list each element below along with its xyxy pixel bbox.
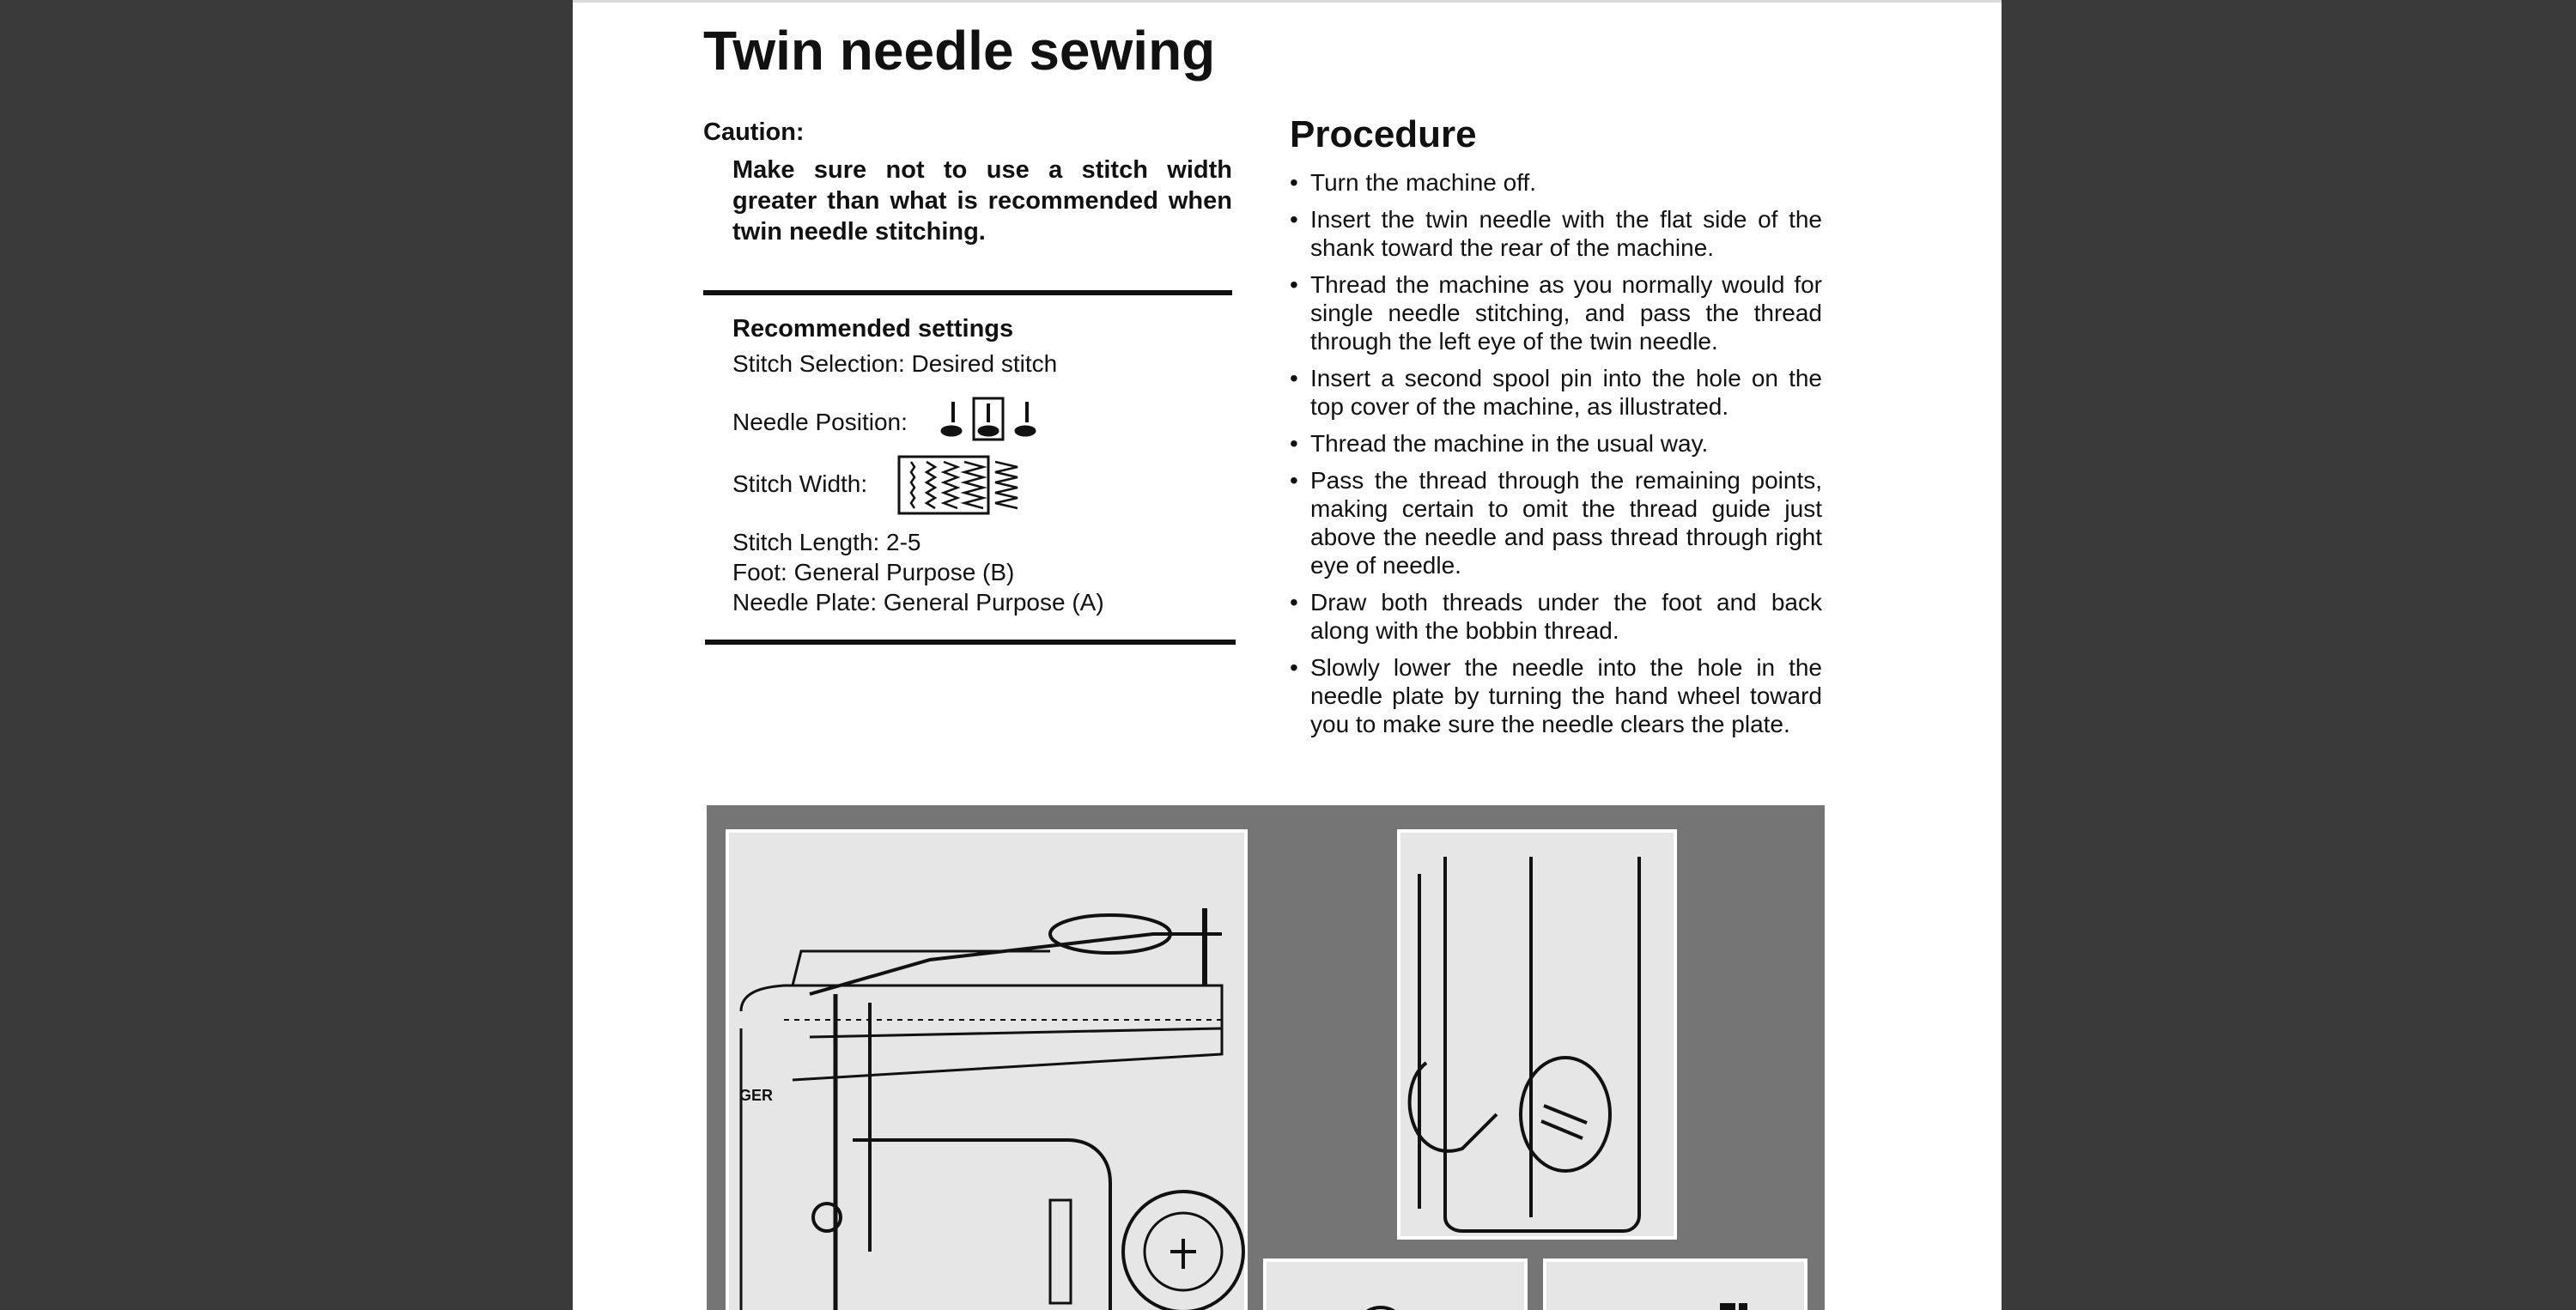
procedure-heading: Procedure <box>1290 113 1477 155</box>
settings-top-rule <box>703 290 1232 295</box>
procedure-step: • Thread the machine as you normally would for single needle stitching, and pass the thread through the left eye of the twin needle. <box>1290 270 1822 355</box>
procedure-step: • Thread the machine in the usual way. <box>1290 429 1822 458</box>
caution-text: Make sure not to use a stitch width greater than what is recommended when twin needle stitching. <box>732 156 1232 246</box>
machine-view-inset <box>727 831 1246 1310</box>
machine-brand-text: GER <box>739 1087 774 1104</box>
bottom-right-inset <box>1545 1260 1806 1310</box>
procedure-step: • Slowly lower the needle into the hole in the needle plate by turning the hand wheel toward you to make sure the needle clears the plate. <box>1290 653 1822 738</box>
needle-position-icon <box>938 397 1041 441</box>
stitch-width-label: Stitch Width: <box>732 470 868 497</box>
manual-page <box>573 0 2002 1310</box>
procedure-step: • Draw both threads under the foot and back along with the bobbin thread. <box>1290 588 1822 645</box>
stitch-length: Stitch Length: 2-5 <box>732 529 921 555</box>
procedure-step: • Turn the machine off. <box>1290 168 1822 197</box>
needle-plate-setting: Needle Plate: General Purpose (A) <box>732 589 1104 616</box>
sewing-machine-illustration <box>707 805 1825 1310</box>
procedure-step: • Insert a second spool pin into the hole on the top cover of the machine, as illustrated. <box>1290 364 1822 421</box>
procedure-list <box>1290 168 1822 747</box>
bottom-left-inset <box>1265 1260 1526 1310</box>
settings-bottom-rule <box>705 640 1236 645</box>
foot-setting: Foot: General Purpose (B) <box>732 559 1015 585</box>
stitch-width-icon <box>897 455 1026 517</box>
procedure-step: • Insert the twin needle with the flat side of the shank toward the rear of the machine. <box>1290 205 1822 262</box>
settings-heading: Recommended settings <box>732 315 1014 343</box>
page-top-edge <box>573 0 2002 3</box>
stitch-selection: Stitch Selection: Desired stitch <box>732 350 1058 377</box>
needle-closeup-inset <box>1399 831 1675 1238</box>
caution-label: Caution: <box>703 118 805 146</box>
needle-position-label: Needle Position: <box>732 409 908 435</box>
procedure-step: • Pass the thread through the remaining points, making certain to omit the thread guide just above the needle and pass thread through right eye of needle. <box>1290 466 1822 579</box>
page-title: Twin needle sewing <box>703 20 1216 82</box>
